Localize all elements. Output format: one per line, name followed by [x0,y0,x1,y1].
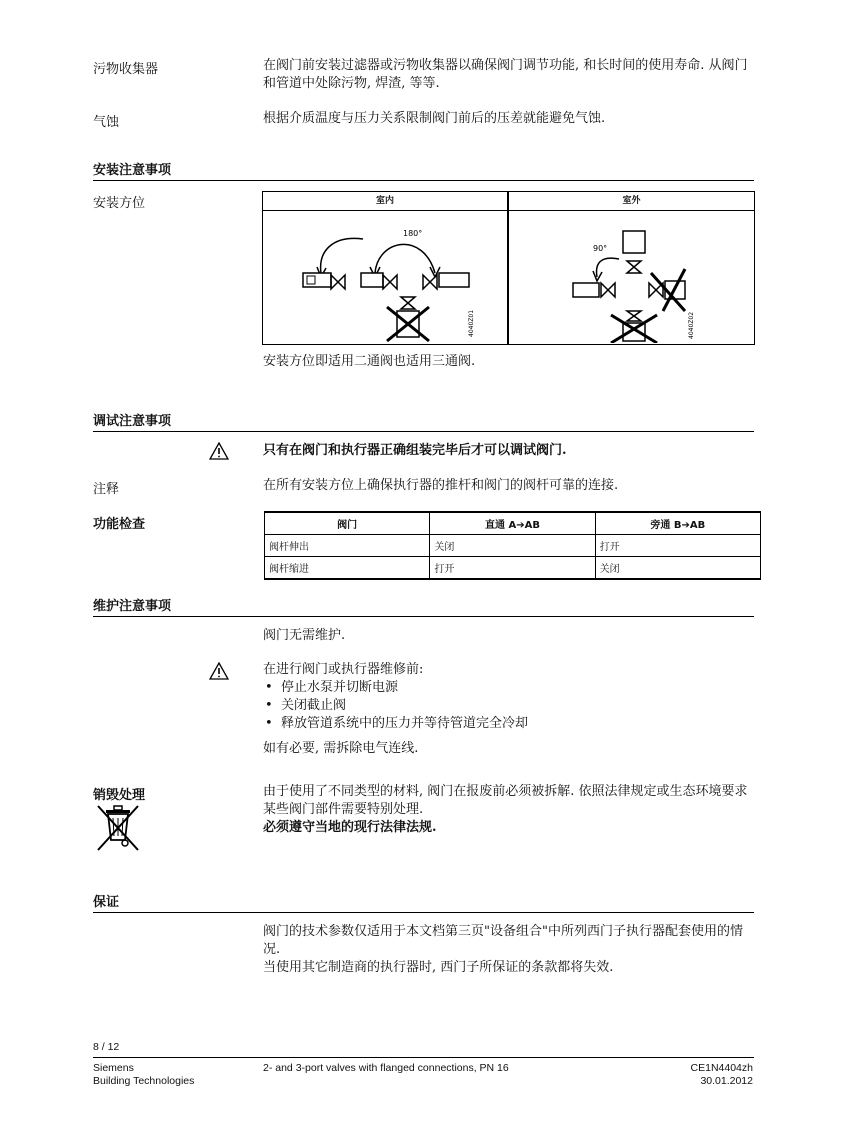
section-divider [93,912,754,913]
table-cell: 打开 [430,557,595,580]
warning-icon [209,442,229,460]
angle-90-label: 90° [593,244,608,253]
list-item: • 关闭截止阀 [263,697,528,715]
table-cell: 阀杆缩进 [265,557,430,580]
installation-heading: 安装注意事项 [93,163,172,178]
footer-divider [93,1057,754,1058]
no-maintenance-text: 阀门无需维护. [263,628,346,643]
cavitation-text: 根据介质温度与压力关系限制阀门前后的压差就能避免气蚀. [263,111,606,126]
footer-company-1: Siemens [93,1062,134,1074]
list-item: • 停止水泵并切断电源 [263,679,528,697]
warranty-text-2: 当使用其它制造商的执行器时, 西门子所保证的条款都将失效. [263,960,614,975]
dirt-trap-label: 污物收集器 [93,62,159,77]
outdoor-orientation-drawing [509,211,754,343]
disposal-text: 由于使用了不同类型的材料, 阀门在报废前必须被拆解. 依照法律规定或生态环境要求某些阀门部件需要特别处理. [263,784,748,817]
table-cell: 阀杆伸出 [265,535,430,557]
footer-company-2: Building Technologies [93,1075,195,1087]
section-divider [93,180,754,181]
outdoor-diagram [508,191,755,345]
table-header: 直通 A➔AB [430,512,595,535]
disposal-heading: 销毁处理 [93,788,146,803]
page-number: 8 / 12 [93,1041,120,1053]
commissioning-heading: 调试注意事项 [93,414,172,429]
footer-doc-number: CE1N4404zh [690,1062,753,1074]
footer-title: 2- and 3-port valves with flanged connections, PN 16 [263,1062,509,1074]
table-cell: 关闭 [430,535,595,557]
warning-icon [209,662,229,680]
cavitation-label: 气蚀 [93,115,120,130]
function-check-label: 功能检查 [93,517,146,532]
weee-bin-icon [94,800,142,852]
table-header-row [265,512,761,535]
table-header: 旁通 B➔AB [595,512,760,535]
warranty-heading: 保证 [93,895,120,910]
section-divider [93,431,754,432]
table-cell: 关闭 [595,557,760,580]
function-check-table [264,511,761,580]
indoor-title: 室内 [263,192,507,211]
warranty-text-1: 阀门的技术参数仅适用于本文档第三页"设备组合"中所列西门子执行器配套使用的情况. [263,924,743,957]
disposal-bold-text: 必须遵守当地的现行法律法规. [263,820,437,835]
list-item: • 释放管道系统中的压力并等待管道完全冷却 [263,715,528,733]
dirt-trap-text: 在阀门前安装过滤器或污物收集器以确保阀门调节功能, 和长时间的使用寿命. 从阀门和管道中处除污物, 焊渣, 等等. [263,58,748,91]
maintenance-steps [263,679,528,733]
disconnect-text: 如有必要, 需拆除电气连线. [263,741,419,756]
outdoor-code: 4040Z02 [688,311,695,339]
orientation-label: 安装方位 [93,196,146,211]
indoor-diagram [262,191,508,345]
indoor-orientation-drawing [263,211,507,343]
table-header: 阀门 [265,512,430,535]
table-row [265,557,761,580]
indoor-code: 4040Z01 [468,309,475,337]
note-text: 在所有安装方位上确保执行器的推杆和阀门的阀杆可靠的连接. [263,478,619,493]
installation-caption: 安装方位即适用二通阀也适用三通阀. [263,354,476,369]
table-row [265,535,761,557]
commissioning-warning: 只有在阀门和执行器正确组装完毕后才可以调试阀门. [263,443,567,458]
footer-date: 30.01.2012 [700,1075,753,1087]
maintenance-heading: 维护注意事项 [93,599,172,614]
section-divider [93,616,754,617]
table-cell: 打开 [595,535,760,557]
before-service-text: 在进行阀门或执行器维修前: [263,662,424,677]
outdoor-title: 室外 [509,192,754,211]
angle-180-label: 180° [403,229,423,238]
note-label: 注释 [93,482,120,497]
